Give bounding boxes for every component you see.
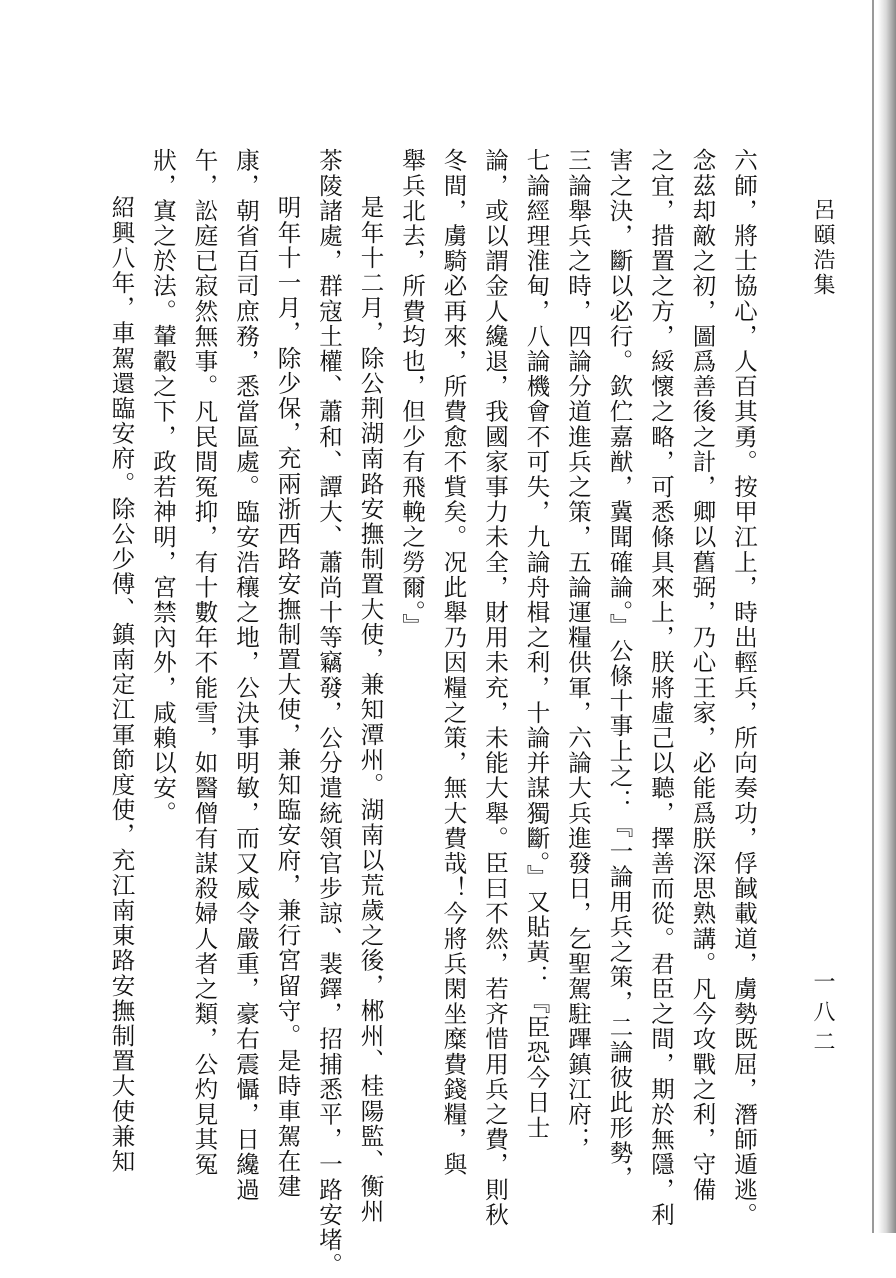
- binding-edge-line: [872, 0, 874, 1233]
- text-column-10: 是年十二月，除公荆湖南路安撫制置大使，兼知潭州。湖南以荒歲之後，郴州、桂陽監、衡州: [356, 195, 385, 1225]
- body-text: [100, 148, 764, 1278]
- running-title: 呂頤浩集: [810, 198, 835, 298]
- text-column-5: 三論舉兵之時，四論分道進兵之策，五論運糧供軍，六論大兵進發日，乞聖駕駐蹕鎮江府；: [564, 148, 592, 1152]
- binding-edge-shadow: [878, 0, 896, 1233]
- text-column-8: 冬間，虜騎必再來，所費愈不貲矣。况此舉乃因糧之策，無大費哉！今將兵閑坐糜費錢糧，與: [439, 148, 468, 1178]
- text-column-4: 害之決，斷以必行。欽伫嘉猷，冀聞確論。』公條十事上之：『一論用兵之策，二論彼此形勢，: [605, 148, 634, 1191]
- text-column-2: 念茲却敵之初，圖爲善後之計，卿以舊弼，乃心王家，必能爲朕深思熟講。凡今攻戰之利，守備: [688, 148, 717, 1203]
- text-column-12: 明年十一月，除少保，充兩浙西路安撫制置大使，兼知臨安府，兼行宮留守。是時車駕在建: [273, 195, 302, 1199]
- text-column-6: 七論經理淮甸，八論機會不可失，九論舟楫之利，十論并謀獨斷。』又貼黃：『臣恐今日士: [522, 148, 551, 1141]
- text-column-9: 舉兵北去，所費均也，但少有飛輓之勞爾。』: [398, 148, 426, 639]
- page-number: 一八二: [810, 970, 835, 1060]
- text-column-15: 狀，寘之於法。輦轂之下，政若神明，宮禁內外，咸賴以安。: [149, 148, 177, 826]
- text-column-16: 紹興八年，車駕還臨安府。除公少傅、鎮南定江軍節度使，充江南東路安撫制置大使兼知: [107, 195, 136, 1174]
- text-column-1: 六師，將士協心，人百其勇。按甲江上，時出輕兵，所向奏功，俘馘載道，虜勢既屈，潛師遁逃。: [730, 148, 758, 1228]
- text-column-14: 午，訟庭已寂然無事。凡民間冤抑，有十數年不能雪，如醫僧有謀殺婦人者之類，公灼見其冤: [190, 148, 219, 1178]
- text-column-13: 康，朝省百司庶務，悉當區處。臨安浩穰之地，公決事明敏，而又威令嚴重，豪右震懾，日纔過: [232, 148, 260, 1203]
- text-column-7: 論，或以謂金人纔退，我國家事力未全，財用未充，未能大舉。臣曰不然，若齐惜用兵之費，則秋: [481, 148, 509, 1228]
- text-column-3: 之宜，措置之方，綏懷之略，可悉條具來上，朕將虛己以聽，擇善而從。君臣之間，期於無隱，利: [647, 148, 675, 1228]
- text-column-11: 茶陵諸處，群寇土權、蕭和、譚大、蕭尚十等竊發，公分遣統領官步諒、裴鐸，招捕悉平，一路安堵。: [315, 148, 343, 1278]
